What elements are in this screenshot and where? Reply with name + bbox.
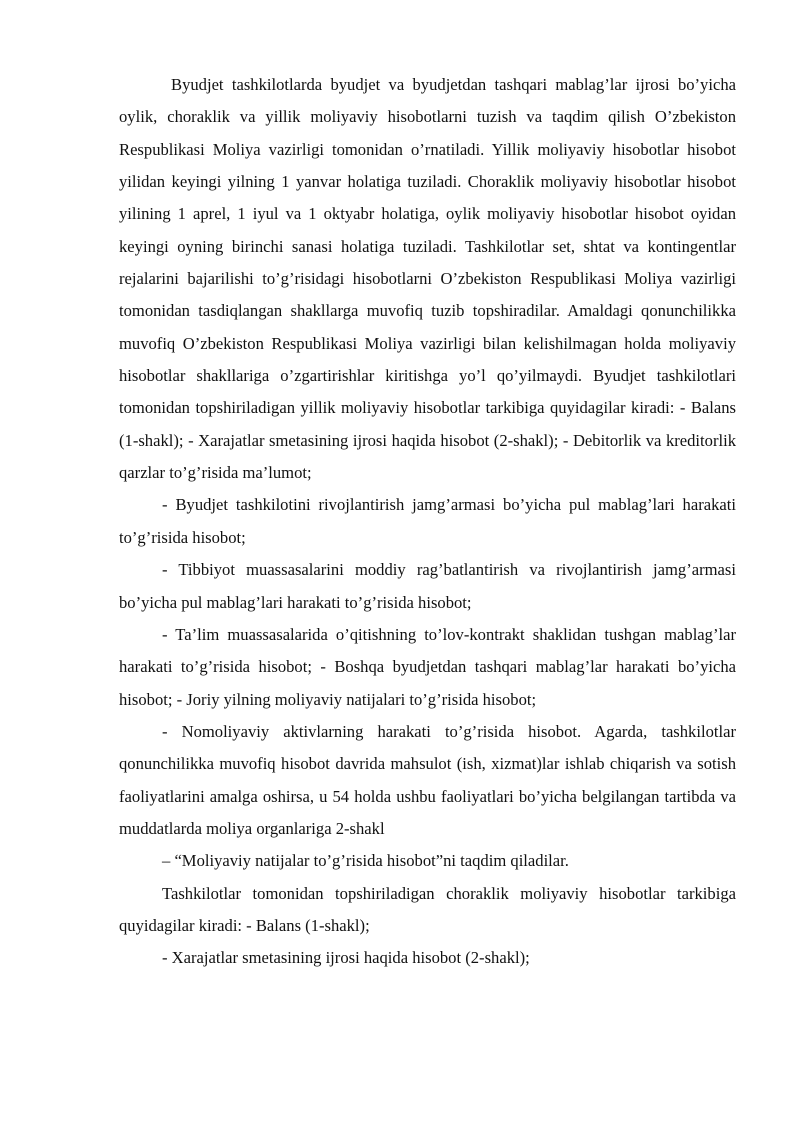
paragraph-education-contract-report: - Ta’lim muassasalarida o’qitishning to’lov-kontrakt shaklidan tushgan mablag’lar harakati to’g’risida hisobot; - Boshqa byudjetdan tashqari mablag’lar harakati bo’yicha hisobot; - Joriy yilning moliyaviy natijalari to’g’risida hisobot;	[119, 624, 736, 709]
paragraph-budget-execution-report: - Xarajatlar smetasining ijrosi haqida hisobot (2-shakl);	[162, 948, 530, 968]
document-body	[119, 69, 736, 975]
paragraph-nonfinancial-assets-report: - Nomoliyaviy aktivlarning harakati to’g’risida hisobot. Agarda, tashkilotlar qonunchilikka muvofiq hisobot davrida mahsulot (ish, xizmat)lar ishlab chiqarish va sotish faoliyatlarini amalga oshirsa, u 54 holda ushbu faoliyatlari bo’yicha belgilangan tartibda va muddatlarda moliya organlariga 2-shakl	[119, 721, 736, 838]
paragraph-quarterly-reports: Tashkilotlar tomonidan topshiriladigan choraklik moliyaviy hisobotlar tarkibiga quyidagilar kiradi: - Balans (1-shakl);	[119, 883, 736, 935]
paragraph-financial-results-form: – “Moliyaviy natijalar to’g’risida hisobot”ni taqdim qiladilar.	[162, 851, 569, 871]
paragraph-reporting-rules: Byudjet tashkilotlarda byudjet va byudjetdan tashqari mablag’lar ijrosi bo’yicha oylik, choraklik va yillik moliyaviy hisobotlarni tuzish va taqdim qilish O’zbekiston Respublikasi Moliya vazirligi tomonidan o’rnatiladi. Yillik moliyaviy hisobotlar hisobot yilidan keyingi yilning 1 yanvar holatiga tuziladi. Choraklik moliyaviy hisobotlar hisobot yilining 1 aprel, 1 iyul va 1 oktyabr holatiga, oylik moliyaviy hisobotlar hisobot oyidan keyingi oyning birinchi sanasi holatiga tuziladi. Tashkilotlar set, shtat va kontingentlar rejalarini bajarilishi to’g’risidagi hisobotlarni O’zbekiston Respublikasi Moliya vazirligi tomonidan tasdiqlangan shakllarga muvofiq tuzib topshiradilar. Amaldagi qonunchilikka muvofiq O’zbekiston Respublikasi Moliya vazirligi bilan kelishilmagan holda moliyaviy hisobotlar shakllariga o’zgartirishlar kiritishga yo’l qo’yilmaydi. Byudjet tashkilotlari tomonidan topshiriladigan yillik moliyaviy hisobotlar tarkibiga quyidagilar kiradi: - Balans (1-shakl); - Xarajatlar smetasining ijrosi haqida hisobot (2-shakl); - Debitorlik va kreditorlik qarzlar to’g’risida ma’lumot;	[119, 75, 736, 483]
paragraph-medical-fund-report: - Tibbiyot muassasalarini moddiy rag’batlantirish va rivojlantirish jamg’armasi bo’yicha pul mablag’lari harakati to’g’risida hisobot;	[119, 560, 736, 612]
paragraph-development-fund-report: - Byudjet tashkilotini rivojlantirish jamg’armasi bo’yicha pul mablag’lari harakati to’g’risida hisobot;	[119, 495, 736, 547]
